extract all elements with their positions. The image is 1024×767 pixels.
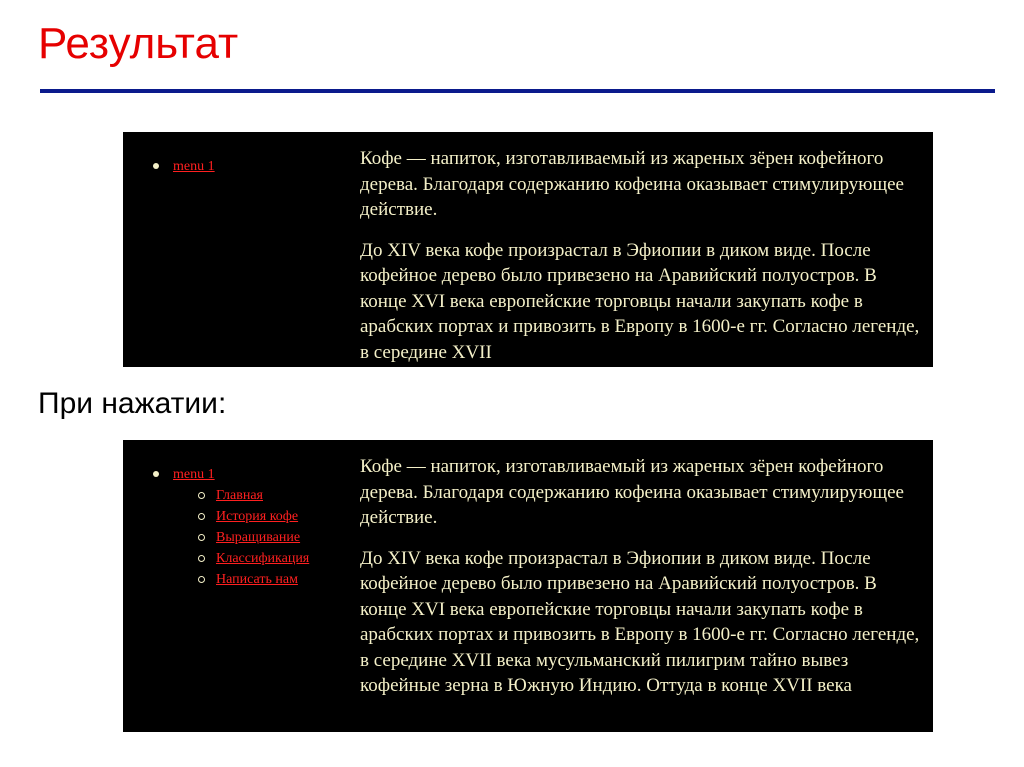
article-text [360, 454, 920, 714]
article-text [360, 146, 920, 367]
submenu-list [196, 485, 309, 590]
disc-bullet-icon [153, 471, 159, 477]
circle-bullet-icon [198, 576, 205, 583]
submenu-link-contact[interactable]: Написать нам [216, 572, 298, 587]
circle-bullet-icon [198, 513, 205, 520]
menu-toggle-link[interactable]: menu 1 [173, 467, 215, 482]
screenshot-before-click [123, 132, 933, 367]
article-paragraph-1: Кофе — напиток, изготавливаемый из жареных зёрен кофейного дерева. Благодаря содержанию кофеина оказывает стимулирующее действие. [360, 148, 904, 220]
submenu-item-home [196, 485, 309, 506]
menu-list [152, 156, 215, 177]
article-paragraph-1: Кофе — напиток, изготавливаемый из жареных зёрен кофейного дерева. Благодаря содержанию кофеина оказывает стимулирующее действие. [360, 456, 904, 528]
circle-bullet-icon [198, 555, 205, 562]
title-divider [40, 89, 995, 93]
disc-bullet-icon [153, 163, 159, 169]
circle-bullet-icon [198, 492, 205, 499]
submenu-item-growing [196, 527, 309, 548]
submenu-item-contact [196, 569, 309, 590]
submenu-link-classification[interactable]: Классификация [216, 551, 310, 566]
submenu-link-growing[interactable]: Выращивание [216, 530, 301, 545]
slide-title: Результат [38, 19, 239, 68]
caption-on-click: При нажатии: [38, 387, 227, 420]
screenshot-after-click [123, 440, 933, 732]
submenu-item-classification [196, 548, 309, 569]
submenu-item-history [196, 506, 309, 527]
menu-list [152, 464, 309, 590]
menu-item-menu-1 [152, 156, 215, 177]
submenu-link-history[interactable]: История кофе [216, 509, 299, 524]
menu-toggle-link[interactable]: menu 1 [173, 159, 215, 174]
menu-item-menu-1 [152, 464, 309, 590]
article-paragraph-2: До XIV века кофе произрастал в Эфиопии в диком виде. После кофейное дерево было привезено на Аравийский полуостров. В конце XVI века европейские торговцы начали закупать кофе в арабских портах и привозить в Европу в 1600-е гг. Согласно легенде, в середине XVII [360, 239, 920, 363]
circle-bullet-icon [198, 534, 205, 541]
article-paragraph-2: До XIV века кофе произрастал в Эфиопии в диком виде. После кофейное дерево было привезено на Аравийский полуостров. В конце XVI века европейские торговцы начали закупать кофе в арабских портах и привозить в Европу в 1600-е гг. Согласно легенде, в середине XVII века мусульманский пилигрим тайно вывез кофейные зерна в Южную Индию. Оттуда в конце XVII века [360, 547, 920, 696]
submenu-link-home[interactable]: Главная [216, 488, 263, 503]
